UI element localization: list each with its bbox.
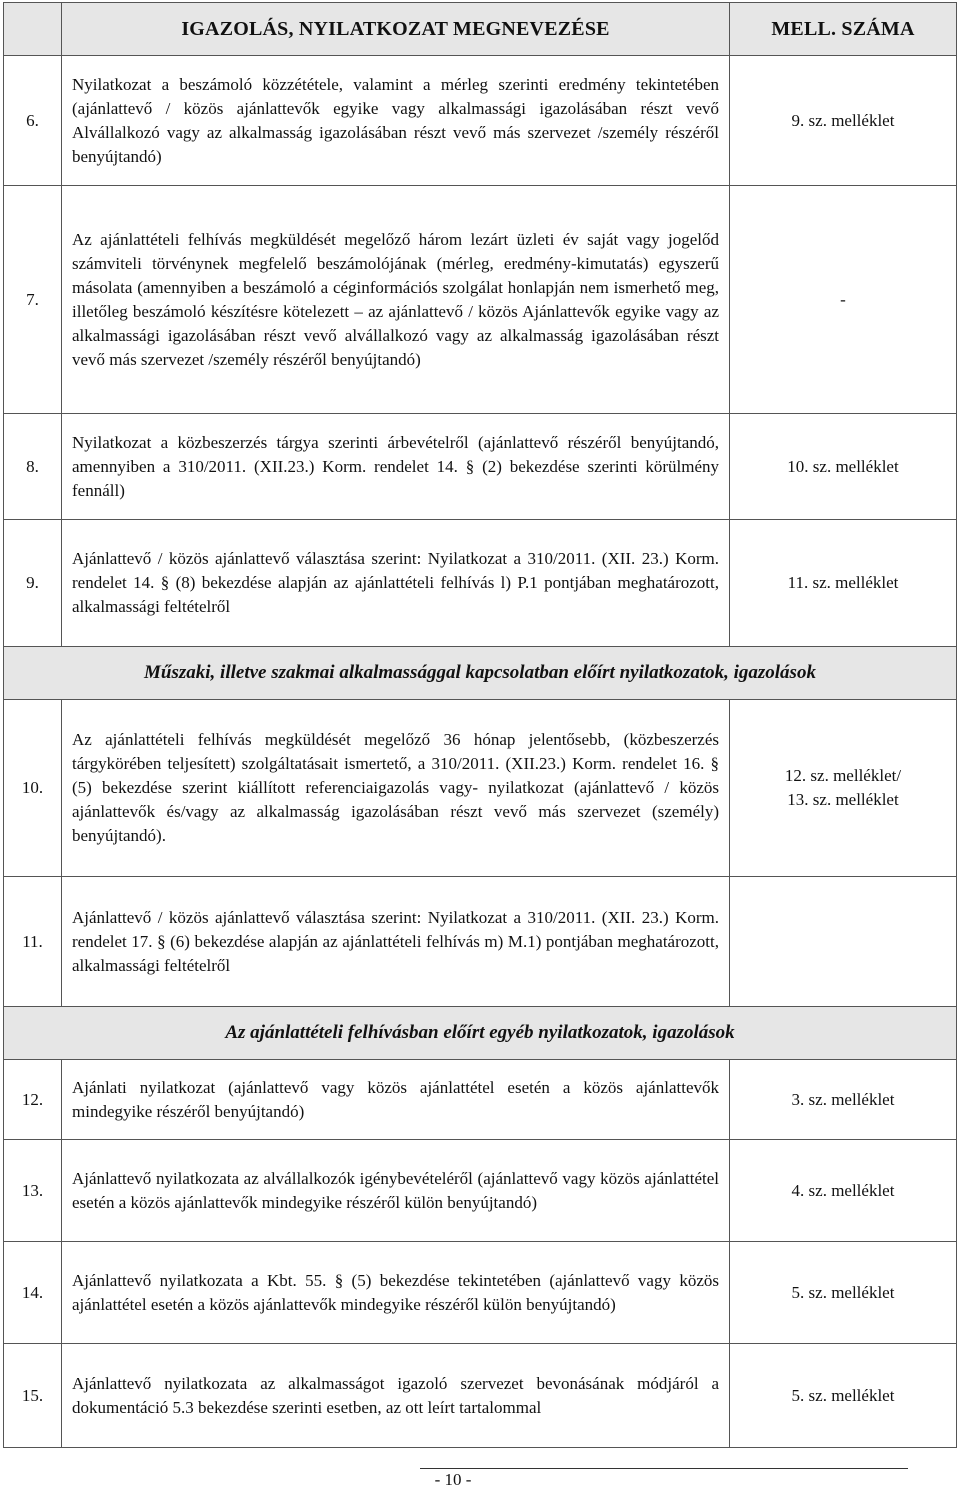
table-row [4,1060,957,1140]
table-row [4,1140,957,1242]
section-title: Az ajánlattételi felhívásban előírt egyéb nyilatkozatok, igazolások [4,1007,957,1060]
row-number: 12. [4,1060,62,1140]
row-annex: 5. sz. melléklet [730,1344,957,1448]
row-number: 11. [4,877,62,1007]
row-annex: 9. sz. melléklet [730,56,957,186]
row-annex: 4. sz. melléklet [730,1140,957,1242]
row-annex-line: 13. sz. melléklet [787,790,899,809]
row-number: 14. [4,1242,62,1344]
header-title: IGAZOLÁS, NYILATKOZAT MEGNEVEZÉSE [62,3,730,56]
row-description: Nyilatkozat a beszámoló közzététele, valamint a mérleg szerinti eredmény tekintetében (ajánlattevő / közös ajánlattevők egyike vagy alkalmassági igazolásában részt vevő Alvállalkozó vagy az alkalmasság igazolásában részt vevő más szervezet /személy részéről benyújtandó) [62,56,730,186]
row-description: Ajánlattevő nyilatkozata az alkalmasságot igazoló szervezet bevonásának módjáról a dokumentáció 5.3 bekezdése szerinti esetben, az ott leírt tartalommal [62,1344,730,1448]
row-number: 15. [4,1344,62,1448]
row-number: 7. [4,186,62,414]
section-title: Műszaki, illetve szakmai alkalmassággal kapcsolatban előírt nyilatkozatok, igazolások [4,647,957,700]
row-description: Ajánlattevő / közös ajánlattevő választása szerint: Nyilatkozat a 310/2011. (XII. 23.) Korm. rendelet 14. § (8) bekezdése alapján az ajánlattételi felhívás l) P.1 pontjában meghatározott, alkalmassági feltételről [62,520,730,647]
table-row [4,186,957,414]
table-row [4,877,957,1007]
table-row [4,700,957,877]
table-header [4,3,957,56]
row-annex [730,877,957,1007]
table-row [4,1344,957,1448]
row-annex [730,700,957,877]
table-row [4,520,957,647]
row-description: Az ajánlattételi felhívás megküldését megelőző 36 hónap jelentősebb, (közbeszerzés tárgykörében teljesített) szolgáltatásait ismertető, a 310/2011. (XII.23.) Korm. rendelet 16. § (5) bekezdése szerint kiállított referenciaigazolás vagy- nyilatkozat (ajánlattevő / közös ajánlattevők és/vagy az alkalmasság igazolásában részt vevő más szervezet (személy) benyújtandó). [62,700,730,877]
row-description: Ajánlattevő nyilatkozata az alvállalkozók igénybevételéről (ajánlattevő vagy közös ajánlattétel esetén a közös ajánlattevők mindegyike részéről külön benyújtandó) [62,1140,730,1242]
table-row [4,414,957,520]
header-annex-column: MELL. SZÁMA [730,3,957,56]
footer-divider [420,1468,908,1469]
row-number: 13. [4,1140,62,1242]
row-annex: 10. sz. melléklet [730,414,957,520]
row-annex: 11. sz. melléklet [730,520,957,647]
row-number: 9. [4,520,62,647]
row-annex: 3. sz. melléklet [730,1060,957,1140]
row-number: 8. [4,414,62,520]
header-empty-cell [4,3,62,56]
row-description: Ajánlattevő / közös ajánlattevő választása szerint: Nyilatkozat a 310/2011. (XII. 23.) Korm. rendelet 17. § (6) bekezdése alapján az ajánlattételi felhívás m) M.1) pontjában meghatározott, alkalmassági feltételről [62,877,730,1007]
row-annex: 5. sz. melléklet [730,1242,957,1344]
table-row [4,56,957,186]
row-number: 10. [4,700,62,877]
row-description: Az ajánlattételi felhívás megküldését megelőző három lezárt üzleti év saját vagy jogelőd számviteli törvénynek megfelelő beszámolójának (mérleg, eredmény-kimutatás) egyszerű másolata (amennyiben a beszámoló a céginformációs szolgálat honlapján nem ismerhető meg, illetőleg beszámoló készítésre kötelezett – az ajánlattevő / közös Ajánlattevők egyike vagy az alkalmassági igazolásában részt vevő alvállalkozó vagy az alkalmasság igazolásában részt vevő más szervezet /személy részéről benyújtandó) [62,186,730,414]
section-header-technical [4,647,957,700]
table-row [4,1242,957,1344]
section-header-other [4,1007,957,1060]
row-annex: - [730,186,957,414]
row-annex-line: 12. sz. melléklet/ [784,766,902,785]
row-description: Ajánlattevő nyilatkozata a Kbt. 55. § (5) bekezdése tekintetében (ajánlattevő vagy közös ajánlattétel esetén a közös ajánlattevők mindegyike részéről külön benyújtandó) [62,1242,730,1344]
page-number: - 10 - [434,1470,472,1489]
row-description: Nyilatkozat a közbeszerzés tárgya szerinti árbevételről (ajánlattevő részéről benyújtandó, amennyiben a 310/2011. (XII.23.) Korm. rendelet 14. § (2) bekezdése szerinti körülmény fennáll) [62,414,730,520]
row-description: Ajánlati nyilatkozat (ajánlattevő vagy közös ajánlattétel esetén a közös ajánlattevők mindegyike részéről benyújtandó) [62,1060,730,1140]
row-number: 6. [4,56,62,186]
document-table [3,2,957,1448]
